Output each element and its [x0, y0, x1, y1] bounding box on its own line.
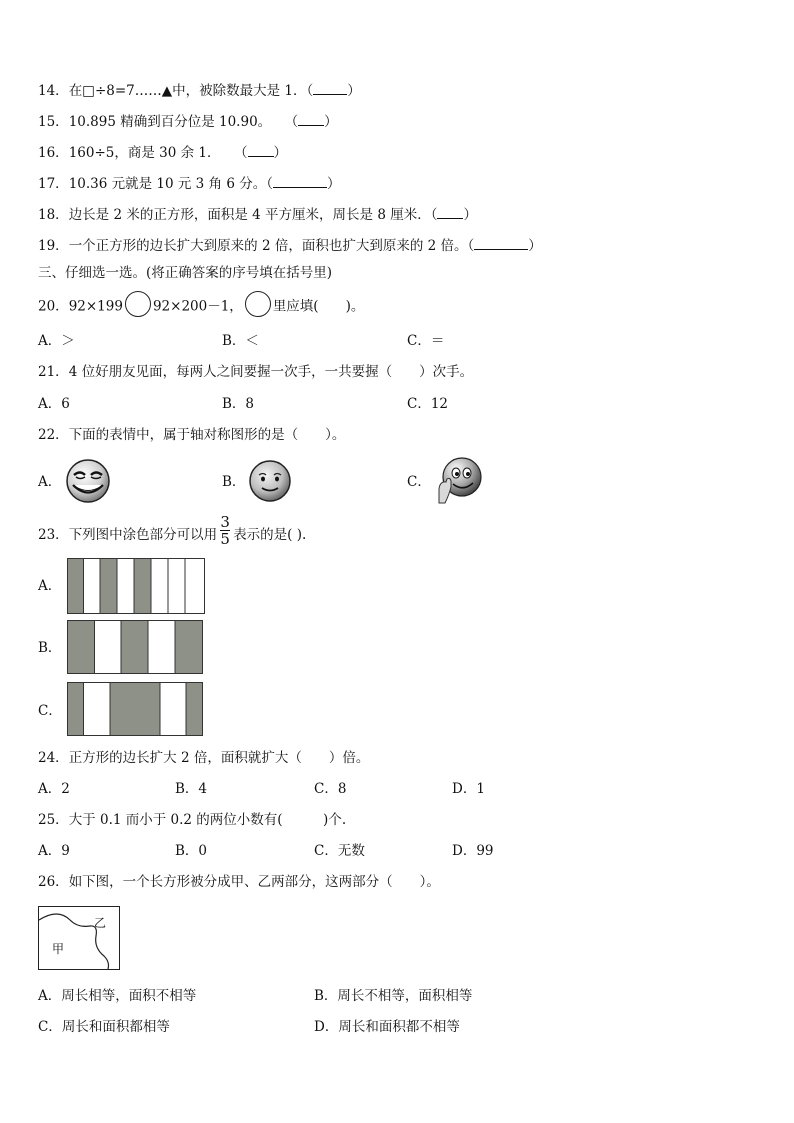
label-jia: 甲: [52, 942, 65, 956]
question-20: [38, 297, 364, 317]
answer-blank[interactable]: [273, 175, 327, 188]
fraction-denominator: 5: [220, 530, 230, 548]
question-text: 10.36 元就是 10 元 3 角 6 分。（: [68, 176, 273, 192]
answer-blank[interactable]: [298, 113, 324, 126]
paren-close: ）: [528, 238, 542, 254]
question-19: [38, 237, 542, 255]
option-a[interactable]: A．6: [38, 396, 70, 412]
question-text: 160÷5，商是 30 余 1． （: [68, 145, 248, 161]
paren-close: ）: [463, 207, 477, 223]
question-21: [38, 363, 473, 381]
question-number: 15．: [38, 114, 69, 130]
shaded-strip: [134, 559, 151, 614]
striped-rectangle-a: [67, 558, 205, 614]
shaded-strip: [175, 621, 203, 674]
question-number: 14．: [38, 83, 69, 99]
question-16: [38, 144, 287, 162]
question-text: 下列图中涂色部分可以用: [68, 527, 218, 543]
option-b[interactable]: B．: [222, 474, 246, 490]
shaded-strip: [110, 683, 160, 736]
smiley-face-b-icon: [247, 459, 293, 503]
compare-circle[interactable]: [125, 291, 151, 317]
question-22: [38, 426, 345, 444]
question-number: 25．: [38, 812, 69, 828]
question-number: 19．: [38, 238, 69, 254]
shaded-strip: [100, 559, 117, 614]
question-text: 在□÷8=7……▲中，被除数最大是 1．（: [68, 83, 314, 99]
question-25: [38, 811, 346, 829]
question-text: 10.895 精确到百分位是 10.90。 （: [68, 114, 299, 130]
paren-close: ）: [273, 145, 287, 161]
question-text: 4 位好朋友见面，每两人之间要握一次手，一共要握（ ）次手。: [68, 364, 474, 380]
compare-circle-icon: [245, 291, 271, 317]
question-15: [38, 113, 338, 131]
question-text: 正方形的边长扩大 2 倍，面积就扩大（ ）倍。: [68, 750, 370, 766]
option-b[interactable]: B．: [38, 640, 62, 656]
expression-right: 92×200－1，: [152, 298, 243, 315]
question-23: [38, 513, 307, 548]
option-b[interactable]: B．周长不相等，面积相等: [314, 988, 473, 1004]
question-24: [38, 749, 369, 767]
question-tail: 里应填( )。: [272, 298, 365, 315]
smiley-face-a-icon: [64, 458, 112, 504]
option-a[interactable]: A．周长相等，面积不相等: [38, 988, 197, 1004]
option-d[interactable]: D．99: [452, 843, 494, 859]
question-18: [38, 206, 477, 224]
paren-close: ）: [326, 176, 341, 192]
question-number: 18．: [38, 207, 69, 223]
option-c[interactable]: C．8: [314, 781, 347, 797]
question-text-tail: 表示的是( ).: [233, 527, 307, 543]
option-c[interactable]: C．: [38, 703, 62, 719]
answer-blank[interactable]: [474, 237, 528, 250]
shaded-strip: [68, 559, 84, 614]
option-d[interactable]: D．1: [452, 781, 485, 797]
option-b[interactable]: B．8: [222, 396, 255, 412]
question-number: 16．: [38, 145, 69, 161]
option-a[interactable]: A．: [38, 474, 62, 490]
option-b[interactable]: B．4: [175, 781, 208, 797]
option-c[interactable]: C．周长和面积都相等: [38, 1019, 170, 1035]
question-17: [38, 175, 340, 193]
question-text: 一个正方形的边长扩大到原来的 2 倍，面积也扩大到原来的 2 倍。（: [68, 238, 475, 254]
shaded-strip: [68, 683, 84, 736]
option-a[interactable]: A．: [38, 578, 62, 594]
question-number: 26．: [38, 874, 69, 890]
fraction-numerator: 3: [220, 513, 230, 531]
question-text: 大于 0.1 而小于 0.2 的两位小数有( )个.: [68, 812, 347, 828]
question-number: 24．: [38, 750, 69, 766]
shaded-strip: [68, 621, 95, 674]
striped-rectangle-c: [67, 682, 203, 736]
fraction: [220, 514, 230, 547]
expression-left: 92×199: [68, 298, 123, 315]
option-d[interactable]: D．周长和面积都不相等: [314, 1019, 460, 1035]
paren-close: ）: [324, 114, 338, 130]
option-c[interactable]: C．无数: [314, 843, 365, 859]
question-number: 20．: [38, 298, 69, 315]
question-text: 如下图，一个长方形被分成甲、乙两部分，这两部分（ ）。: [68, 874, 440, 890]
label-yi: 乙: [94, 916, 107, 930]
option-a[interactable]: A．2: [38, 781, 70, 797]
answer-blank[interactable]: [437, 206, 463, 219]
question-text: 下面的表情中，属于轴对称图形的是（ ）。: [68, 427, 346, 443]
question-number: 21．: [38, 364, 69, 380]
option-c[interactable]: C．: [407, 474, 431, 490]
question-number: 22．: [38, 427, 69, 443]
smiley-face-c-icon: [433, 457, 487, 505]
section-title: 三、仔细选一选。(将正确答案的序号填在括号里): [38, 265, 333, 281]
option-b[interactable]: B．＜: [222, 333, 259, 349]
question-number: 23．: [38, 527, 69, 543]
question-14: [38, 82, 361, 100]
question-26: [38, 873, 440, 891]
answer-blank[interactable]: [313, 82, 347, 95]
striped-rectangle-b: [67, 620, 203, 674]
option-b[interactable]: B．0: [175, 843, 208, 859]
question-text: 边长是 2 米的正方形，面积是 4 平方厘米，周长是 8 厘米．（: [68, 207, 438, 223]
shaded-strip: [186, 683, 203, 736]
answer-blank[interactable]: [248, 144, 274, 157]
option-a[interactable]: A．9: [38, 843, 70, 859]
paren-close: ）: [347, 83, 361, 99]
question-number: 17．: [38, 176, 69, 192]
shaded-strip: [121, 621, 148, 674]
option-a[interactable]: A．＞: [38, 333, 75, 349]
divided-rectangle-figure: [38, 906, 120, 970]
option-c[interactable]: C．＝: [407, 333, 445, 349]
option-c[interactable]: C．12: [407, 396, 449, 412]
